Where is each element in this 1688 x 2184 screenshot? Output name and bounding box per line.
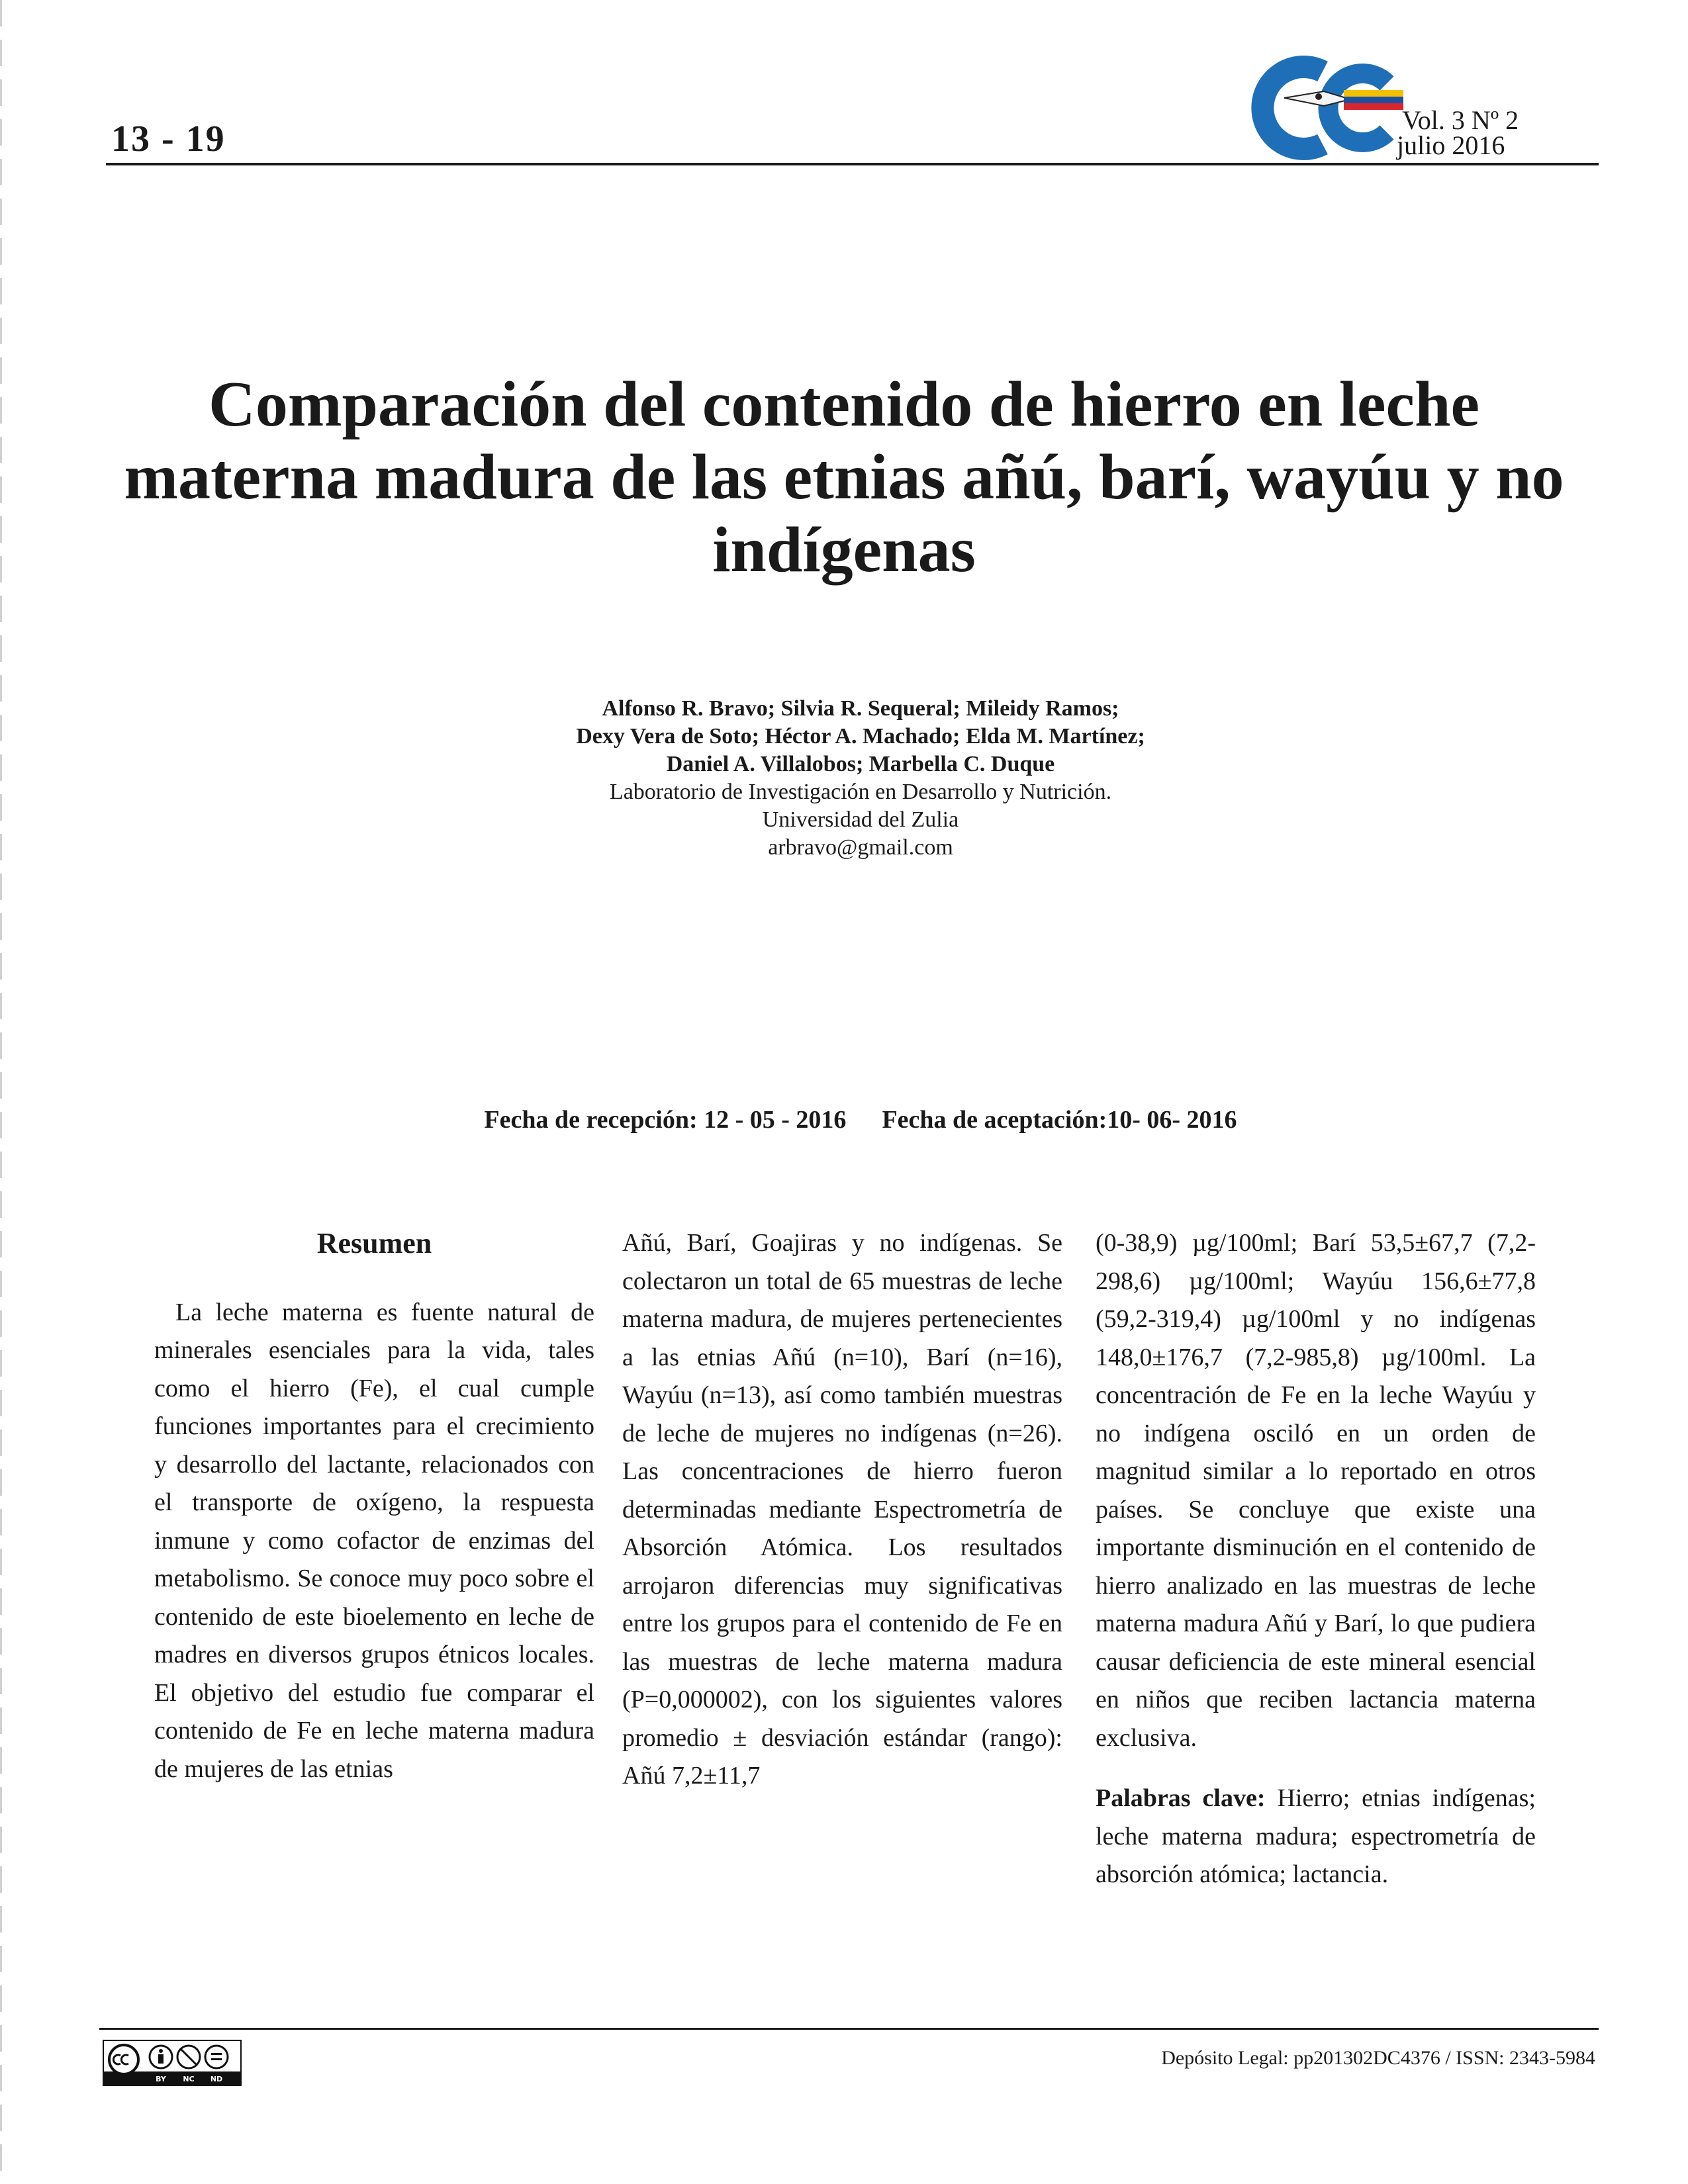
journal-date: julio 2016 xyxy=(1397,130,1505,160)
abstract-heading: Resumen xyxy=(316,1227,432,1259)
article-title: Comparación del contenido de hierro en leche materna madura de las etnias añú, barí, wayúu y no indígenas xyxy=(124,369,1564,586)
authors-line-3: Daniel A. Villalobos; Marbella C. Duque xyxy=(666,752,1055,776)
keywords-label: Palabras clave: xyxy=(1096,1784,1266,1812)
cc-nd-label: ND xyxy=(210,2075,223,2083)
logo-c-left xyxy=(1262,67,1323,149)
author-email: arbravo@gmail.com xyxy=(768,835,953,860)
cc-by-label: BY xyxy=(156,2075,166,2083)
abstract-text-3: (0-38,9) µg/100ml; Barí 53,5±67,7 (7,2-298,6) µg/100ml; Wayúu 156,6±77,8 (59,2-319,4) µg/100ml y no indígenas 148,0±176,7 (7,2-985,8) µg/100ml. La concentración de Fe en la leche Wayúu y no indígena osciló en un orden de magnitud similar a lo reportado en otros países. Se concluye que existe una importante disminución en el contenido de hierro analizado en las muestras de leche materna madura Añú y Barí, lo que pudiera causar deficiencia de este mineral esencial en niños que reciben lactancia materna exclusiva. xyxy=(1096,1229,1536,1752)
footer-rule xyxy=(99,2028,1599,2030)
logo-bird-eye xyxy=(1315,93,1322,100)
submission-dates xyxy=(397,1105,1324,1134)
university: Universidad del Zulia xyxy=(762,807,959,832)
authors-line-2: Dexy Vera de Soto; Héctor A. Machado; Elda M. Martínez; xyxy=(576,724,1145,749)
abstract-column-1 xyxy=(154,1224,594,1788)
logo-flag-red xyxy=(1344,103,1403,110)
keywords xyxy=(1096,1780,1536,1894)
journal-logo xyxy=(1244,52,1410,164)
abstract-text-1: La leche materna es fuente natural de minerales esenciales para la vida, tales como el hierro (Fe), el cual cumple funciones importantes para el crecimiento y desarrollo del lactante, relacionados con el transporte de oxígeno, la respuesta inmune y como cofactor de enzimas del metabolismo. Se conoce muy poco sobre el contenido de este bioelemento en leche de madres en diversos grupos étnicos locales. El objetivo del estudio fue comparar el contenido de Fe en leche materna madura de mujeres de las etnias xyxy=(154,1298,594,1783)
keywords-text: Hierro; etnias indígenas; leche materna madura; espectrometría de absorción atómica; lactancia. xyxy=(1096,1784,1536,1888)
authors-line-1: Alfonso R. Bravo; Silvia R. Sequeral; Mileidy Ramos; xyxy=(602,696,1119,721)
nd-icon xyxy=(205,2046,228,2068)
left-margin-marks xyxy=(0,0,2,2184)
abstract-text-2: Añú, Barí, Goajiras y no indígenas. Se colectaron un total de 65 muestras de leche materna madura, de mujeres pertenecientes a las etnias Añú (n=10), Barí (n=16), Wayúu (n=13), así como también muestras de leche de mujeres no indígenas (n=26). Las concentraciones de hierro fueron determinadas mediante Espectrometría de Absorción Atómica. Los resultados arrojaron diferencias muy significativas entre los grupos para el contenido de Fe en las muestras de leche materna madura (P=0,000002), con los siguientes valores promedio ± desviación estándar (rango): Añú 7,2±11,7 xyxy=(622,1229,1062,1790)
abstract-column-3 xyxy=(1096,1224,1536,1894)
author-block xyxy=(331,695,1390,862)
cc-nc-label: NC xyxy=(183,2075,195,2083)
journal-volume: Vol. 3 Nº 2 xyxy=(1402,105,1519,135)
header-rule xyxy=(106,163,1599,165)
logo-flag-blue xyxy=(1344,97,1403,103)
legal-deposit: Depósito Legal: pp201302DC4376 / ISSN: 2343-5984 xyxy=(1161,2047,1595,2069)
logo-flag-yellow xyxy=(1344,90,1403,97)
reception-date: Fecha de recepción: 12 - 05 - 2016 xyxy=(484,1106,847,1134)
cc-license-badge xyxy=(103,2040,242,2086)
acceptance-date: Fecha de aceptación:10- 06- 2016 xyxy=(882,1106,1237,1134)
affiliation: Laboratorio de Investigación en Desarrollo y Nutrición. xyxy=(609,780,1112,804)
page-range: 13 - 19 xyxy=(111,118,226,159)
abstract-column-2 xyxy=(622,1224,1062,1796)
